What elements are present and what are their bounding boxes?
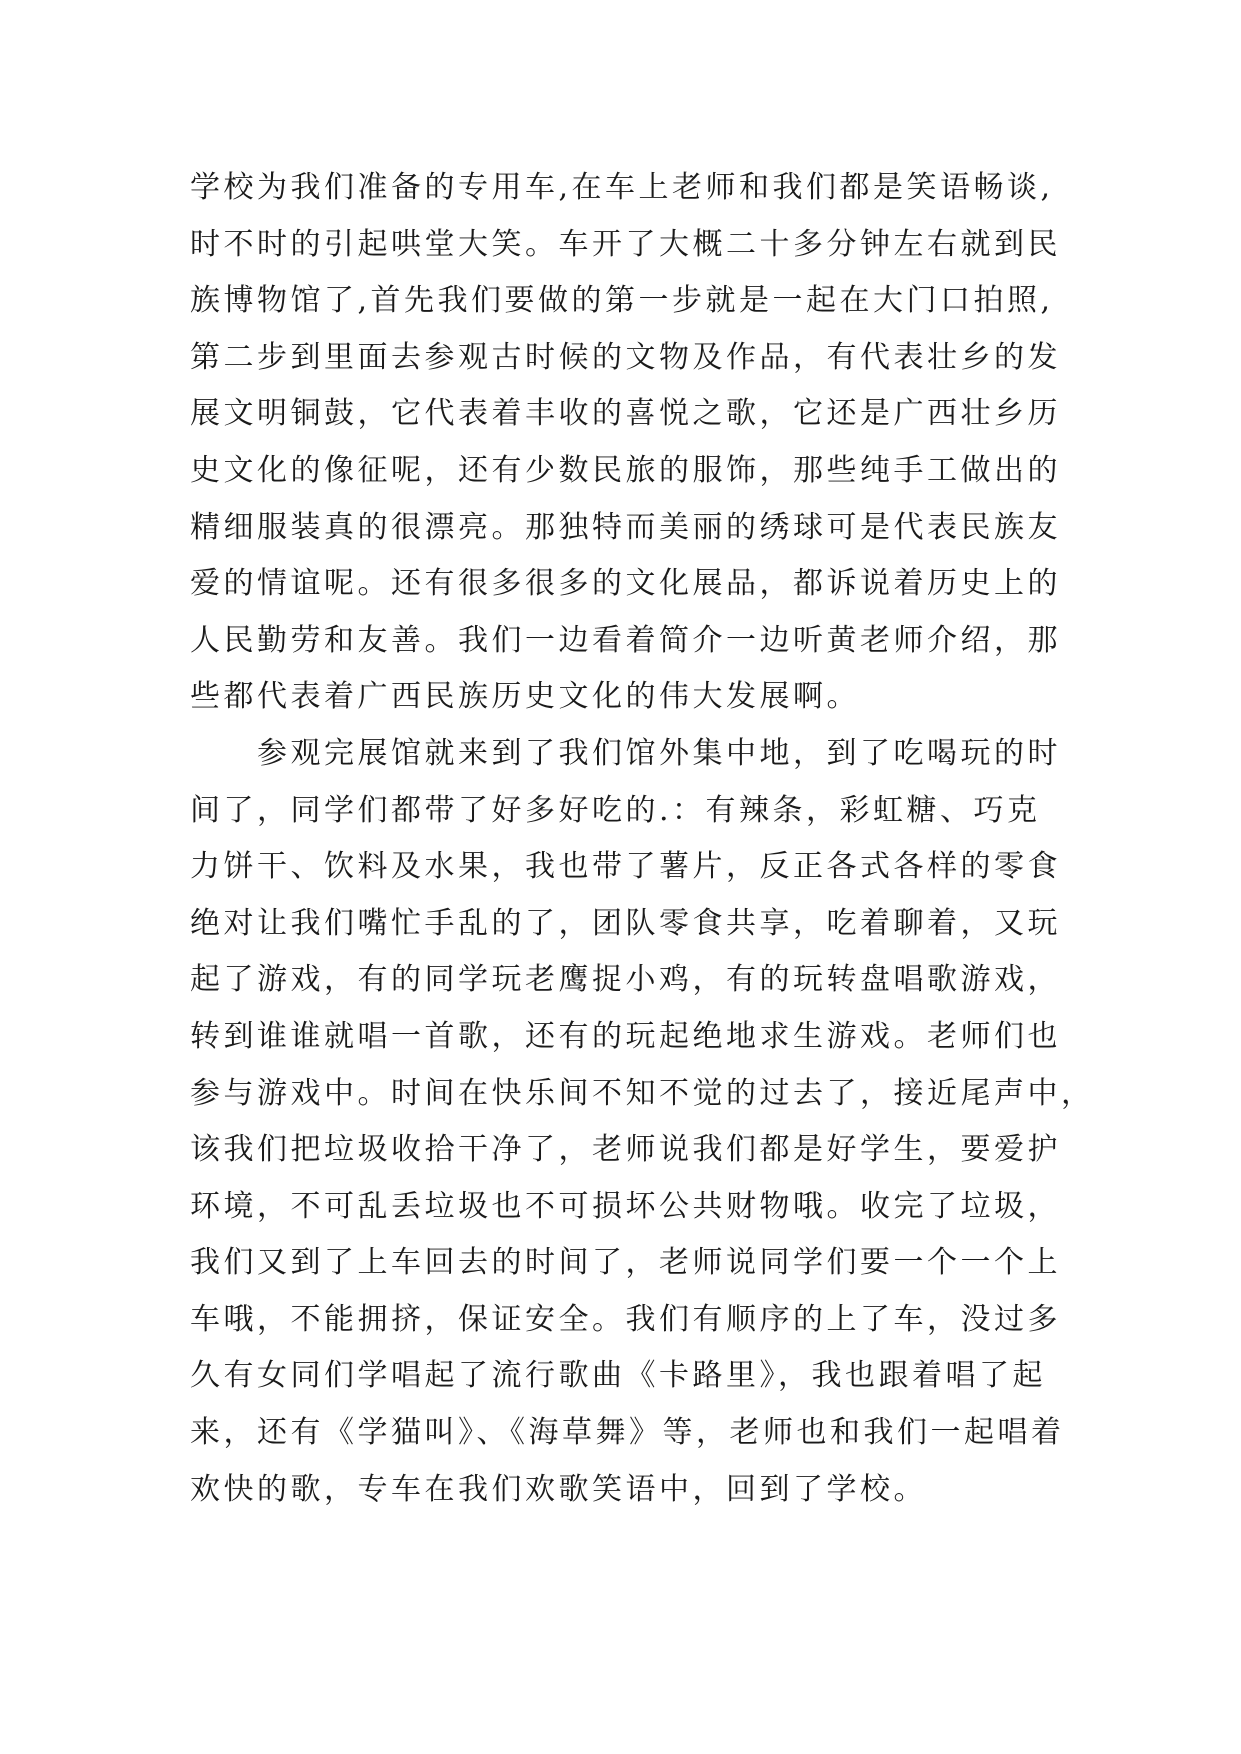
text-line: 来，还有《学猫叫》、《海草舞》等，老师也和我们一起唱着 [190,1415,1065,1451]
text-line: 欢快的歌，专车在我们欢歌笑语中，回到了学校。 [190,1471,927,1507]
paragraph-2 [190,726,1095,1518]
text-line: 该我们把垃圾收拾干净了，老师说我们都是好学生，要爱护 [190,1132,1061,1168]
text-line: 参观完展馆就来到了我们馆外集中地，到了吃喝玩的时 [257,735,1061,771]
text-line: 人民勤劳和友善。我们一边看着简介一边听黄老师介绍，那 [190,622,1061,658]
text-line: 些都代表着广西民族历史文化的伟大发展啊。 [190,679,860,715]
text-line: 精细服装真的很漂亮。那独特而美丽的绣球可是代表民族友 [190,509,1061,545]
text-line: 史文化的像征呢，还有少数民旅的服饰，那些纯手工做出的 [190,452,1061,488]
text-line: 车哦，不能拥挤，保证安全。我们有顺序的上了车，没过多 [190,1301,1061,1337]
text-line: 第二步到里面去参观古时候的文物及作品，有代表壮乡的发 [190,339,1061,375]
text-line: 转到谁谁就唱一首歌，还有的玩起绝地求生游戏。老师们也 [190,1018,1061,1054]
text-line: 时不时的引起哄堂大笑。车开了大概二十多分钟左右就到民 [190,226,1061,262]
text-line: 学校为我们准备的专用车,在车上老师和我们都是笑语畅谈, [190,170,1054,205]
text-line: 环境，不可乱丢垃圾也不可损坏公共财物哦。收完了垃圾， [190,1188,1061,1224]
text-line: 久有女同们学唱起了流行歌曲《卡路里》，我也跟着唱了起 [190,1358,1046,1394]
text-line: 力饼干、饮料及水果，我也带了薯片，反正各式各样的零食 [190,849,1061,885]
body-text [190,160,1095,1518]
paragraph-1 [190,160,1090,726]
text-line: 绝对让我们嘴忙手乱的了，团队零食共享，吃着聊着，又玩 [190,905,1061,941]
text-line: 我们又到了上车回去的时间了，老师说同学们要一个一个上 [190,1245,1061,1281]
text-line: 族博物馆了,首先我们要做的第一步就是一起在大门口拍照, [190,283,1054,319]
text-line: 间了，同学们都带了好多好吃的.：有辣条，彩虹糖、巧克 [190,792,1041,828]
text-line: 起了游戏，有的同学玩老鹰捉小鸡，有的玩转盘唱歌游戏， [190,962,1061,998]
text-line: 爱的情谊呢。还有很多很多的文化展品，都诉说着历史上的 [190,566,1061,602]
text-line: 参与游戏中。时间在快乐间不知不觉的过去了，接近尾声中， [190,1075,1095,1111]
text-line: 展文明铜鼓，它代表着丰收的喜悦之歌，它还是广西壮乡历 [190,396,1061,432]
